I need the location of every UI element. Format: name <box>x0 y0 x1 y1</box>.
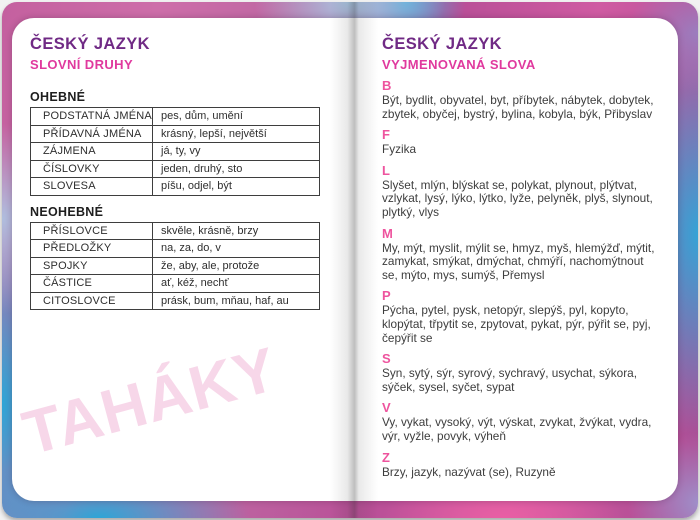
tahaky-watermark: TAHÁKY <box>16 334 285 469</box>
section-words: Fyzika <box>382 142 417 157</box>
term-cell: SPOJKY <box>31 257 153 275</box>
term-cell: ČÍSLOVKY <box>31 160 153 178</box>
table-row <box>31 143 320 161</box>
term-cell: PŘEDLOŽKY <box>31 240 153 258</box>
examples-cell: na, za, do, v <box>153 240 320 258</box>
open-pages <box>12 18 678 501</box>
term-cell: PŘÍSLOVCE <box>31 222 153 240</box>
table-row <box>31 108 320 126</box>
table-row <box>31 292 320 310</box>
section-letter: P <box>382 288 391 304</box>
examples-cell: pes, dům, umění <box>153 108 320 126</box>
table-row <box>31 125 320 143</box>
term-cell: CITOSLOVCE <box>31 292 153 310</box>
term-cell: ČÁSTICE <box>31 275 153 293</box>
examples-cell: já, ty, vy <box>153 143 320 161</box>
section-words: Být, bydlit, obyvatel, byt, příbytek, nábytek, dobytek, zbytek, obyčej, bystrý, bylina, kobyla, býk, Přibyslav <box>382 93 654 121</box>
group-heading-ohebne: OHEBNÉ <box>30 90 86 104</box>
section-l <box>382 164 660 220</box>
group-heading-neohebne: NEOHEBNÉ <box>30 204 104 219</box>
examples-cell: prásk, bum, mňau, haf, au <box>153 292 320 310</box>
term-cell: ZÁJMENA <box>31 143 153 161</box>
section-s <box>382 352 660 394</box>
section-words: My, mýt, myslit, mýlit se, hmyz, myš, hlemýžď, mýtit, zamykat, smýkat, dmýchat, chmýří, nachomýtnout se, mýto, mys, sumýš, Přemysl <box>382 240 655 282</box>
section-words: Brzy, jazyk, nazývat (se), Ruzyně <box>382 464 556 479</box>
term-cell: PODSTATNÁ JMÉNA <box>31 108 153 126</box>
table-row <box>31 222 320 240</box>
examples-cell: jeden, druhý, sto <box>153 160 320 178</box>
left-page-title: ČESKÝ JAZYK <box>30 35 150 53</box>
section-p <box>382 289 660 345</box>
term-cell: PŘÍDAVNÁ JMÉNA <box>31 125 153 143</box>
table-row <box>31 178 320 196</box>
section-letter: S <box>382 351 391 367</box>
section-m <box>382 227 660 283</box>
section-words: Pýcha, pytel, pysk, netopýr, slepýš, pyl, kopyto, klopýtat, třpytit se, zpytovat, pykat, pýr, pýřit se, pyj, čepýřit se <box>382 303 651 345</box>
left-page-subtitle: SLOVNÍ DRUHY <box>30 57 134 72</box>
examples-cell: skvěle, krásně, brzy <box>153 222 320 240</box>
neohebne-table <box>30 222 320 311</box>
section-letter: Z <box>382 449 390 465</box>
section-b <box>382 79 660 121</box>
table-row <box>31 257 320 275</box>
section-letter: V <box>382 400 391 416</box>
examples-cell: krásný, lepší, největší <box>153 125 320 143</box>
examples-cell: že, aby, ale, protože <box>153 257 320 275</box>
section-words: Syn, sytý, sýr, syrový, sychravý, usychat, sýkora, sýček, sysel, syčet, sypat <box>382 366 638 394</box>
book-cover <box>2 2 698 518</box>
right-page-title: ČESKÝ JAZYK <box>382 35 502 53</box>
table-row <box>31 160 320 178</box>
section-letter: F <box>382 127 390 143</box>
section-v <box>382 401 660 443</box>
section-letter: B <box>382 78 392 93</box>
ohebne-table <box>30 107 320 196</box>
right-page-subtitle: VYJMENOVANÁ SLOVA <box>382 57 536 72</box>
section-words: Slyšet, mlýn, blýskat se, polykat, plynout, plýtvat, vzlykat, lysý, lýko, lýtko, lyže, pelyněk, plyš, slynout, plytký, vlys <box>382 177 653 219</box>
section-words: Vy, vykat, vysoký, výt, výskat, zvykat, žvýkat, vydra, výr, vyžle, povyk, výheň <box>382 415 652 443</box>
examples-cell: píšu, odjel, být <box>153 178 320 196</box>
section-letter: L <box>382 162 390 178</box>
left-page <box>12 18 341 501</box>
table-row <box>31 240 320 258</box>
section-z <box>382 451 660 480</box>
table-row <box>31 275 320 293</box>
right-page <box>341 18 678 501</box>
section-letter: M <box>382 225 393 241</box>
section-f <box>382 128 660 157</box>
examples-cell: ať, kéž, nechť <box>153 275 320 293</box>
term-cell: SLOVESA <box>31 178 153 196</box>
